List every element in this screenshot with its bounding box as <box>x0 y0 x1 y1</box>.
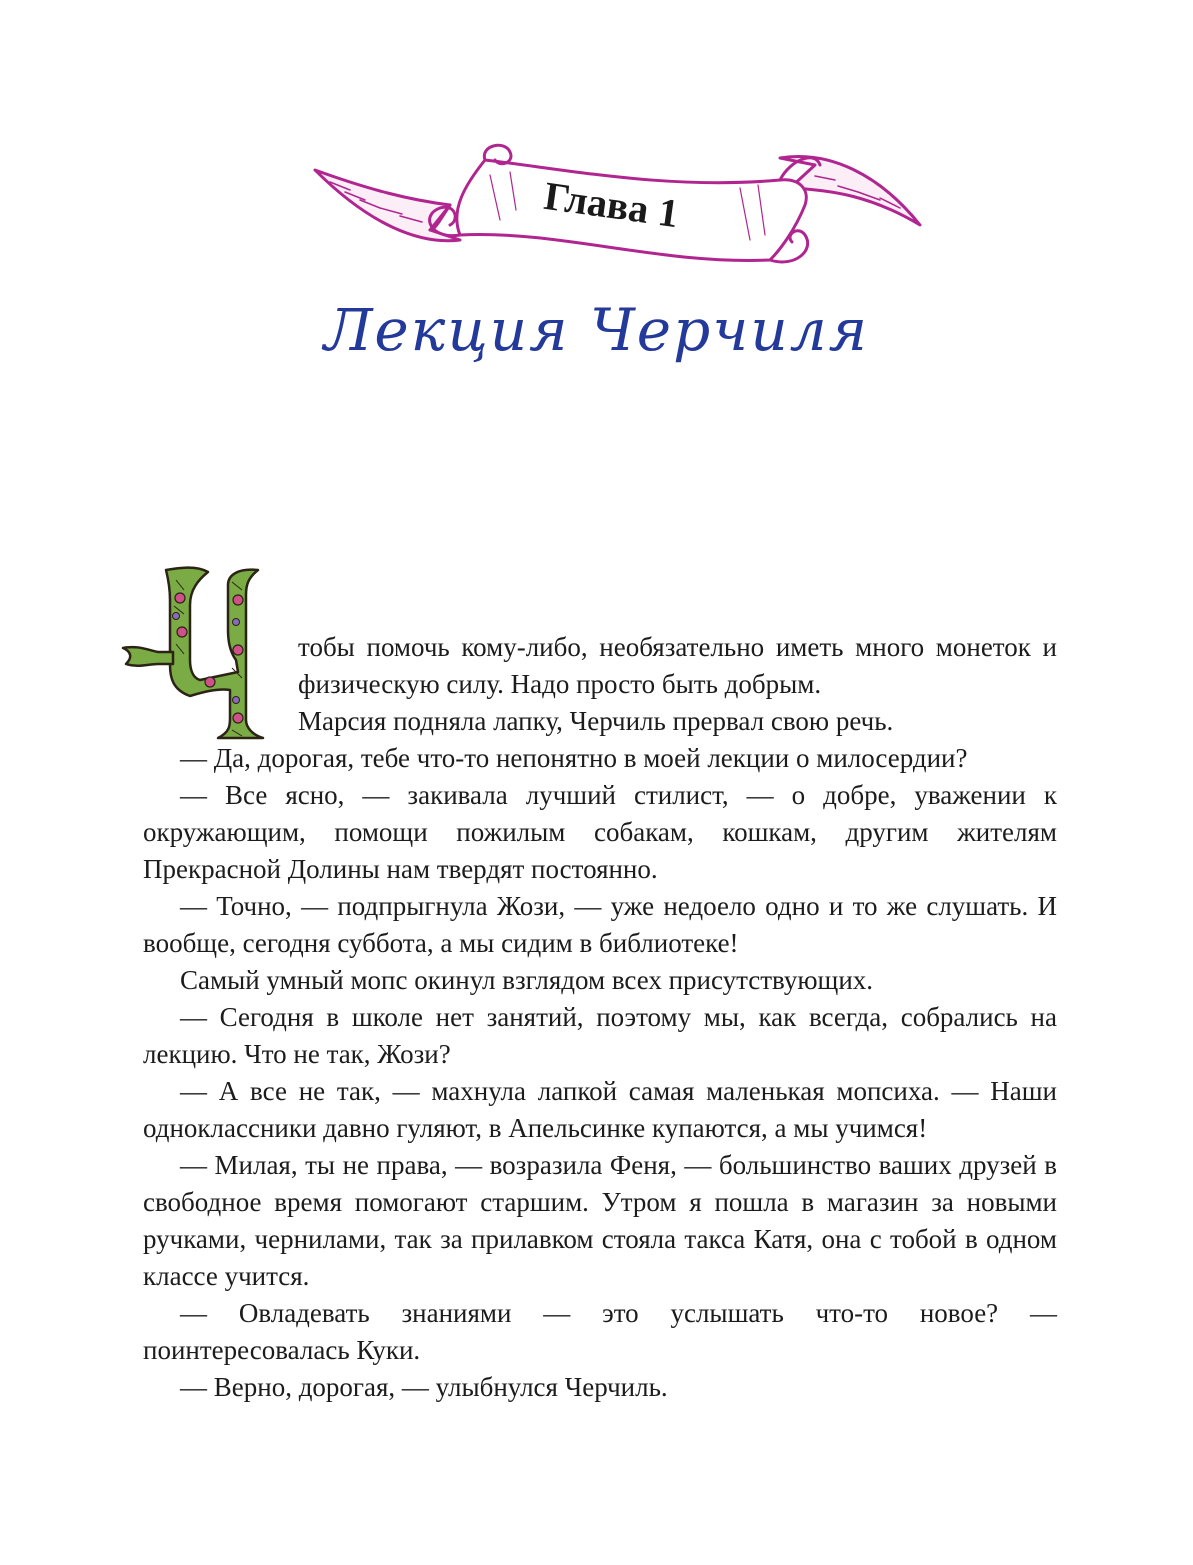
chapter-title: Лекция Черчиля <box>323 296 870 364</box>
paragraph-9: — Милая, ты не права, — возразила Феня, — большинство ваших друзей в свободное время помогают старшим. Утром я пошла в магазин за новыми ручками, чернилами, так за прилавком стояла такса Катя, она с тобой в одном классе учится. <box>143 1150 1057 1291</box>
chapter-body-text <box>143 629 1057 1406</box>
paragraph-1: тобы помочь кому-либо, необязательно иметь много монеток и физическую силу. Надо просто быть добрым. <box>298 632 1057 699</box>
paragraph-3: — Да, дорогая, тебе что-то непонятно в моей лекции о милосердии? <box>180 743 968 773</box>
chapter-number-label-wrap <box>310 130 925 275</box>
paragraph-2: Марсия подняла лапку, Черчиль прервал свою речь. <box>298 706 894 736</box>
paragraph-4: — Все ясно, — закивала лучший стилист, — о добре, уважении к окружающим, помощи пожилым собакам, кошкам, другим жителям Прекрасной Долины нам твердят постоянно. <box>143 780 1057 884</box>
chapter-number-label: Глава 1 <box>541 172 682 237</box>
paragraph-8: — А все не так, — махнула лапкой самая маленькая мопсиха. — Наши одноклассники давно гуляют, в Апельсинке купаются, а мы учимся! <box>143 1076 1057 1143</box>
paragraph-5: — Точно, — подпрыгнула Жози, — уже недоело одно и то же слушать. И вообще, сегодня суббота, а мы сидим в библиотеке! <box>143 891 1057 958</box>
chapter-ribbon-banner <box>310 130 925 275</box>
paragraph-11: — Верно, дорогая, — улыбнулся Черчиль. <box>180 1372 668 1402</box>
paragraph-7: — Сегодня в школе нет занятий, поэтому мы, как всегда, собрались на лекцию. Что не так, Жози? <box>143 1002 1057 1069</box>
paragraph-6: Самый умный мопс окинул взглядом всех присутствующих. <box>180 965 874 995</box>
paragraph-10: — Овладевать знаниями — это услышать что-то новое? — поинтересовалась Куки. <box>143 1298 1057 1365</box>
